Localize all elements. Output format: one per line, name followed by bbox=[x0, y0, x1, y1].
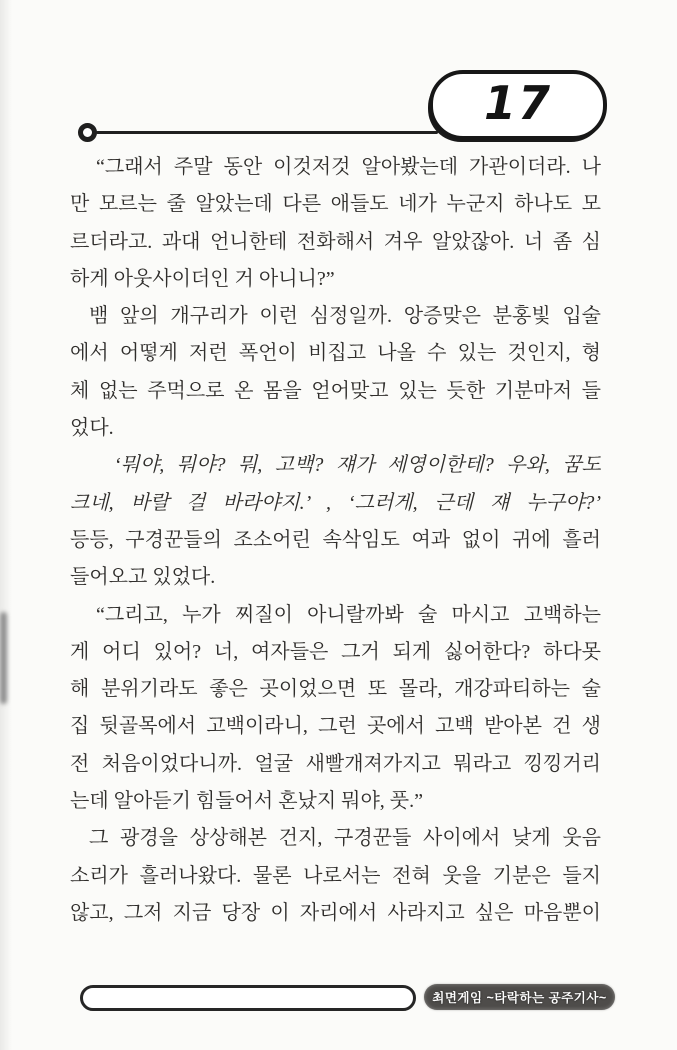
text-line: 크네, 바랄 걸 바라야지.’ , ‘그러게, 근데 쟤 누구야?’ bbox=[70, 491, 601, 514]
text-line: 소리가 흘러나왔다. 물론 나로서는 전혀 웃을 기분은 들지 bbox=[70, 864, 601, 887]
series-title: 최면게임 ~타락하는 공주기사~ bbox=[432, 991, 607, 1005]
text-line: 하게 아웃사이더인 거 아니니?” bbox=[70, 267, 335, 290]
page-number-tab bbox=[429, 70, 607, 140]
text-line: 그 광경을 상상해본 건지, 구경꾼들 사이에서 낮게 웃음 bbox=[89, 827, 601, 850]
scan-edge-shade bbox=[0, 0, 12, 1050]
header-rule-ring bbox=[78, 123, 97, 142]
text-line: 르더라고. 과대 언니한테 전화해서 겨우 알았잖아. 너 좀 심 bbox=[70, 230, 601, 253]
header-rule-line bbox=[96, 131, 438, 134]
text-line: 체 없는 주먹으로 온 몸을 얻어맞고 있는 듯한 기분마저 들 bbox=[70, 379, 601, 402]
text-line: 게 어디 있어? 너, 여자들은 그거 되게 싫어한다? 하다못 bbox=[70, 640, 601, 663]
text-line: 에서 어떻게 저런 폭언이 비집고 나올 수 있는 것인지, 형 bbox=[70, 342, 601, 365]
text-line: “그래서 주말 동안 이것저것 알아봤는데 가관이더라. 나 bbox=[96, 156, 601, 178]
text-line: 었다. bbox=[70, 417, 114, 440]
page-number: 17 bbox=[483, 76, 552, 130]
text-line: ‘뭐야, 뭐야? 뭐, 고백? 쟤가 세영이한테? 우와, 꿈도 bbox=[114, 454, 601, 477]
text-line: 해 분위기라도 좋은 곳이었으면 또 몰라, 개강파티하는 술 bbox=[70, 678, 601, 701]
text-line: 뱀 앞의 개구리가 이런 심정일까. 앙증맞은 분홍빛 입술 bbox=[89, 305, 601, 328]
text-line: 는데 알아듣기 힘들어서 혼났지 뭐야, 풋.” bbox=[70, 790, 423, 813]
text-line: 전 처음이었다니까. 얼굴 새빨개져가지고 뭐라고 낑낑거리 bbox=[70, 752, 601, 775]
text-line: 등등, 구경꾼들의 조소어린 속삭임도 여과 없이 귀에 흘러 bbox=[70, 528, 601, 551]
text-line: 않고, 그저 지금 당장 이 자리에서 사라지고 싶은 마음뿐이 bbox=[70, 901, 601, 924]
series-title-badge bbox=[424, 984, 615, 1010]
body-text-block bbox=[70, 149, 601, 932]
text-line: 들어오고 있었다. bbox=[70, 566, 216, 589]
scan-smudge-artifact bbox=[0, 612, 7, 704]
footer-rule-pill bbox=[80, 985, 416, 1011]
text-line: 만 모르는 줄 알았는데 다른 애들도 네가 누군지 하나도 모 bbox=[70, 193, 601, 216]
text-line: 집 뒷골목에서 고백이라니, 그런 곳에서 고백 받아본 건 생 bbox=[70, 715, 601, 738]
text-line: “그리고, 누가 찌질이 아니랄까봐 술 마시고 고백하는 bbox=[96, 603, 601, 626]
